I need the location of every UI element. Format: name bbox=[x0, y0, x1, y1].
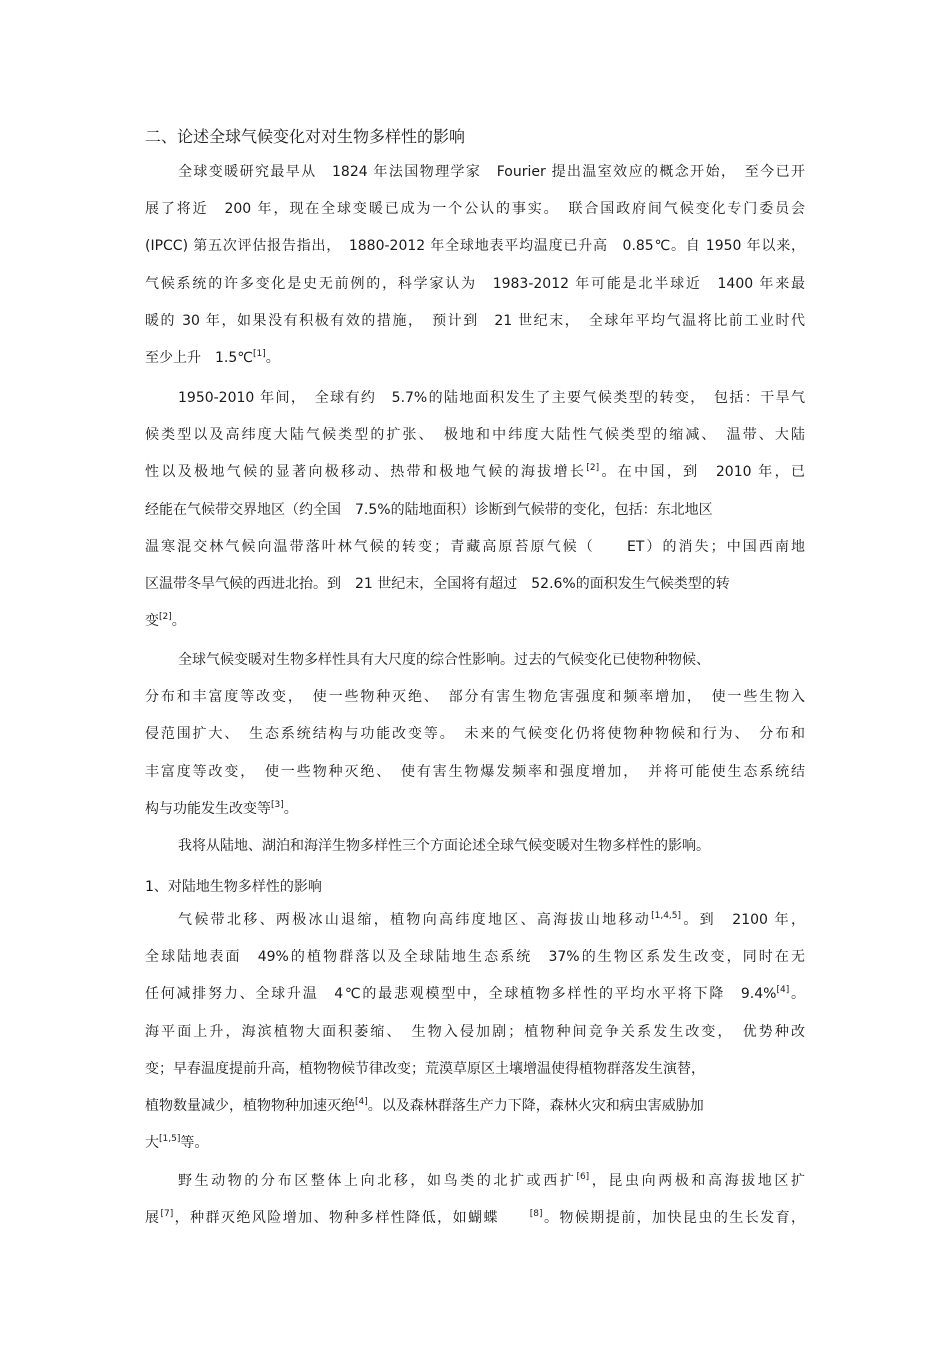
citation-marker: [8] bbox=[529, 1209, 543, 1220]
line-text: 构与功能发生改变等 bbox=[145, 800, 271, 817]
line-text: 分布和丰富度等改变， 使一些物种灭绝、 部分有害生物危害强度和频率增加， 使一些生物入 bbox=[145, 689, 805, 706]
line-text: 。 bbox=[171, 613, 186, 630]
text-line bbox=[145, 1200, 805, 1237]
text-line bbox=[145, 1051, 805, 1088]
line-text: 气候带北移、两极冰山退缩，植物向高纬度地区、高海拔山地移动 bbox=[178, 912, 652, 928]
line-text: 大 bbox=[145, 1135, 159, 1152]
text-line bbox=[145, 642, 805, 679]
text-line bbox=[145, 492, 805, 529]
line-text: 区温带冬旱气候的西进北抬。到 21 世纪末，全国将有超过 52.6%的面积发生气候类型的转 bbox=[145, 575, 730, 592]
text-line bbox=[145, 603, 805, 640]
text-line bbox=[145, 754, 805, 791]
line-text: 候类型以及高纬度大陆气候类型的扩张、 极地和中纬度大陆性气候类型的缩减、 温带、大陆 bbox=[145, 427, 805, 444]
line-text: 展 bbox=[145, 1210, 161, 1227]
line-text: 。在中国，到 2010 年，已 bbox=[599, 464, 805, 481]
text-line bbox=[145, 1125, 805, 1162]
text-line bbox=[145, 1088, 805, 1125]
line-text: 1950-2010 年间， 全球有约 5.7%的陆地面积发生了主要气候类型的转变， 包括：干旱气 bbox=[178, 390, 805, 406]
line-text: ，种群灭绝风险增加、物种多样性降低，如蝴蝶 bbox=[173, 1210, 530, 1227]
line-text: 。 bbox=[789, 986, 805, 1003]
text-line bbox=[145, 340, 805, 377]
paragraph-intro bbox=[145, 154, 805, 377]
line-text: 变 bbox=[145, 613, 159, 630]
citation-marker: [1] bbox=[253, 348, 266, 359]
line-text: 经能在气候带交界地区（约全国 7.5%的陆地面积）诊断到气候带的变化，包括：东北地区 bbox=[145, 501, 713, 518]
line-text: 气候系统的许多变化是史无前例的，科学家认为 1983-2012 年可能是北半球近 1400 年来最 bbox=[145, 275, 805, 292]
line-text: 我将从陆地、湖泊和海洋生物多样性三个方面论述全球气候变暖对生物多样性的影响。 bbox=[178, 838, 710, 854]
line-text: 。 bbox=[265, 349, 280, 366]
line-text: ，昆虫向两极和高海拔地区扩 bbox=[589, 1173, 805, 1189]
text-line bbox=[145, 417, 805, 454]
line-text: 丰富度等改变， 使一些物种灭绝、 使有害生物爆发频率和强度增加， 并将可能使生态系统结 bbox=[145, 763, 805, 780]
line-text: 温寒混交林气候向温带落叶林气候的转变；青藏高原苔原气候（ ET）的消失；中国西南地 bbox=[145, 538, 805, 555]
paragraph-animals bbox=[145, 1163, 805, 1237]
line-text: 至少上升 1.5℃ bbox=[145, 349, 253, 366]
line-text: 。到 2100 年， bbox=[681, 912, 805, 928]
line-text: 全球气候变暖对生物多样性具有大尺度的综合性影响。过去的气候变化已使物种物候、 bbox=[178, 652, 710, 668]
line-text: 。 bbox=[283, 800, 298, 817]
citation-marker: [4] bbox=[355, 1096, 368, 1107]
text-line bbox=[145, 716, 805, 753]
text-line bbox=[145, 566, 805, 603]
line-text: 。物候期提前，加快昆虫的生长发育， bbox=[542, 1210, 805, 1227]
text-line bbox=[145, 191, 805, 228]
line-text: 任何减排努力、全球升温 4℃的最悲观模型中，全球植物多样性的平均水平将下降 9.4% bbox=[145, 986, 777, 1003]
text-line bbox=[145, 828, 805, 865]
line-text: 。以及森林群落生产力下降，森林火灾和病虫害威胁加 bbox=[367, 1097, 704, 1114]
citation-marker: [6] bbox=[576, 1172, 590, 1182]
text-line bbox=[145, 939, 805, 976]
text-line bbox=[145, 529, 805, 566]
line-text: 等。 bbox=[180, 1135, 209, 1152]
citation-marker: [2] bbox=[159, 612, 172, 623]
subsection-heading: 1、对陆地生物多样性的影响 bbox=[145, 879, 322, 895]
line-text: 全球陆地表面 49%的植物群落以及全球陆地生态系统 37%的生物区系发生改变，同时在无 bbox=[145, 949, 805, 966]
text-line bbox=[145, 1163, 805, 1200]
line-text: 变；早春温度提前升高，植物物候节律改变；荒漠草原区土壤增温使得植物群落发生演替， bbox=[145, 1060, 705, 1077]
citation-marker: [7] bbox=[160, 1209, 174, 1220]
line-text: (IPCC) 第五次评估报告指出， 1880-2012 年全球地表平均温度已升高 0.85℃。自 1950 年以来， bbox=[145, 238, 805, 255]
section-heading: 二、论述全球气候变化对对生物多样性的影响 bbox=[145, 127, 466, 146]
text-line bbox=[145, 679, 805, 716]
citation-marker: [3] bbox=[271, 799, 284, 810]
citation-marker: [2] bbox=[586, 463, 600, 474]
line-text: 海平面上升，海滨植物大面积萎缩、 生物入侵加剧；植物种间竞争关系发生改变， 优势种改 bbox=[145, 1023, 805, 1040]
citation-marker: [1,4,5] bbox=[651, 911, 682, 921]
paragraph-climate-zones bbox=[145, 380, 805, 640]
paragraph-outline bbox=[145, 828, 805, 865]
text-line bbox=[145, 454, 805, 491]
text-line bbox=[145, 791, 805, 828]
paragraph-plants bbox=[145, 902, 805, 1162]
line-text: 植物数量减少，植物物种加速灭绝 bbox=[145, 1097, 355, 1114]
line-text: 全球变暖研究最早从 1824 年法国物理学家 Fourier 提出温室效应的概念开始， 至今已开 bbox=[178, 164, 805, 180]
text-line bbox=[145, 1014, 805, 1051]
line-text: 侵范围扩大、 生态系统结构与功能改变等。 未来的气候变化仍将使物种物候和行为、 分布和 bbox=[145, 726, 805, 743]
text-line bbox=[145, 976, 805, 1013]
text-line bbox=[145, 228, 805, 265]
text-line bbox=[145, 380, 805, 417]
text-line bbox=[145, 154, 805, 191]
text-line bbox=[145, 902, 805, 939]
line-text: 性以及极地气候的显著向极移动、热带和极地气候的海拔增长 bbox=[145, 464, 587, 481]
text-line bbox=[145, 303, 805, 340]
citation-marker: [1,5] bbox=[159, 1134, 181, 1145]
line-text: 野生动物的分布区整体上向北移，如鸟类的北扩或西扩 bbox=[178, 1173, 577, 1189]
text-line bbox=[145, 266, 805, 303]
citation-marker: [4] bbox=[776, 985, 790, 996]
line-text: 展了将近 200 年，现在全球变暖已成为一个公认的事实。 联合国政府间气候变化专门委员会 bbox=[145, 201, 805, 218]
line-text: 暖的 30 年，如果没有积极有效的措施， 预计到 21 世纪末， 全球年平均气温将比前工业时代 bbox=[145, 312, 805, 329]
paragraph-biodiversity-impact bbox=[145, 642, 805, 828]
